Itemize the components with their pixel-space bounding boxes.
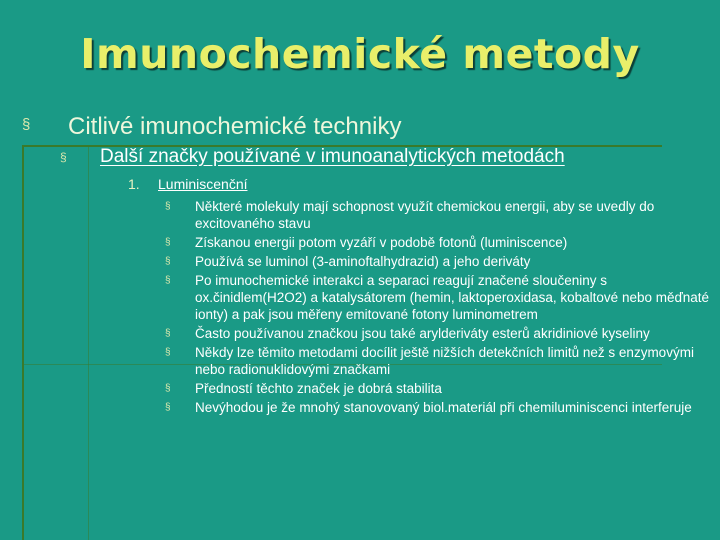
list-item-text: Nevýhodou je že mnohý stanovovaný biol.materiál při chemiluminiscenci interferuje	[195, 400, 692, 415]
bullet-icon: §	[165, 237, 171, 248]
list-item-text: Získanou energii potom vyzáří v podobě fotonů (luminiscence)	[195, 235, 568, 250]
decorative-line	[22, 145, 24, 540]
list-item-text: Často používanou značkou jsou také arylderiváty esterů akridiniové kyseliny	[195, 326, 650, 341]
bullet-level2-text: Další značky používané v imunoanalytických metodách	[100, 146, 565, 167]
list-item-text: Předností těchto značek je dobrá stabilita	[195, 381, 442, 396]
slide-title: Imunochemické metody	[80, 30, 640, 78]
list-item-text: Po imunochemické interakci a separaci reagují značené sloučeniny s ox.činidlem(H2O2) a katalysátorem (hemin, laktoperoxidasa, kobaltové nebo měďnaté ionty) a pak jsou měřeny emitované fotony luminometrem	[195, 273, 710, 322]
list-item	[165, 399, 720, 416]
bullet-icon: §	[165, 383, 171, 394]
bullet-icon: §	[165, 201, 171, 212]
bullet-icon: §	[165, 275, 171, 286]
list-item	[165, 380, 720, 397]
decorative-line	[88, 145, 89, 540]
list-item	[165, 272, 720, 323]
bullet-level1-text: Citlivé imunochemické techniky	[68, 113, 402, 140]
list-item	[165, 253, 720, 270]
list-item	[165, 325, 720, 342]
bullet-icon: §	[165, 347, 171, 358]
bullet-icon: §	[60, 150, 67, 164]
list-item	[165, 198, 720, 232]
item-number: 1.	[128, 176, 140, 192]
numbered-item-text: Luminiscenční	[158, 176, 248, 192]
bullet-icon: §	[165, 328, 171, 339]
bullet-icon: §	[165, 402, 171, 413]
list-item	[165, 344, 720, 378]
list-item-text: Někdy lze těmito metodami docílit ještě nižších detekčních limitů než s enzymovými nebo radionuklidovými značkami	[195, 345, 694, 377]
bullet-icon: §	[165, 256, 171, 267]
bullet-list	[165, 198, 720, 418]
bullet-icon: §	[22, 116, 31, 133]
list-item-text: Používá se luminol (3-aminoftalhydrazid) a jeho deriváty	[195, 254, 531, 269]
list-item-text: Některé molekuly mají schopnost využít chemickou energii, aby se uvedly do excitovaného stavu	[195, 199, 655, 231]
list-item	[165, 234, 720, 251]
